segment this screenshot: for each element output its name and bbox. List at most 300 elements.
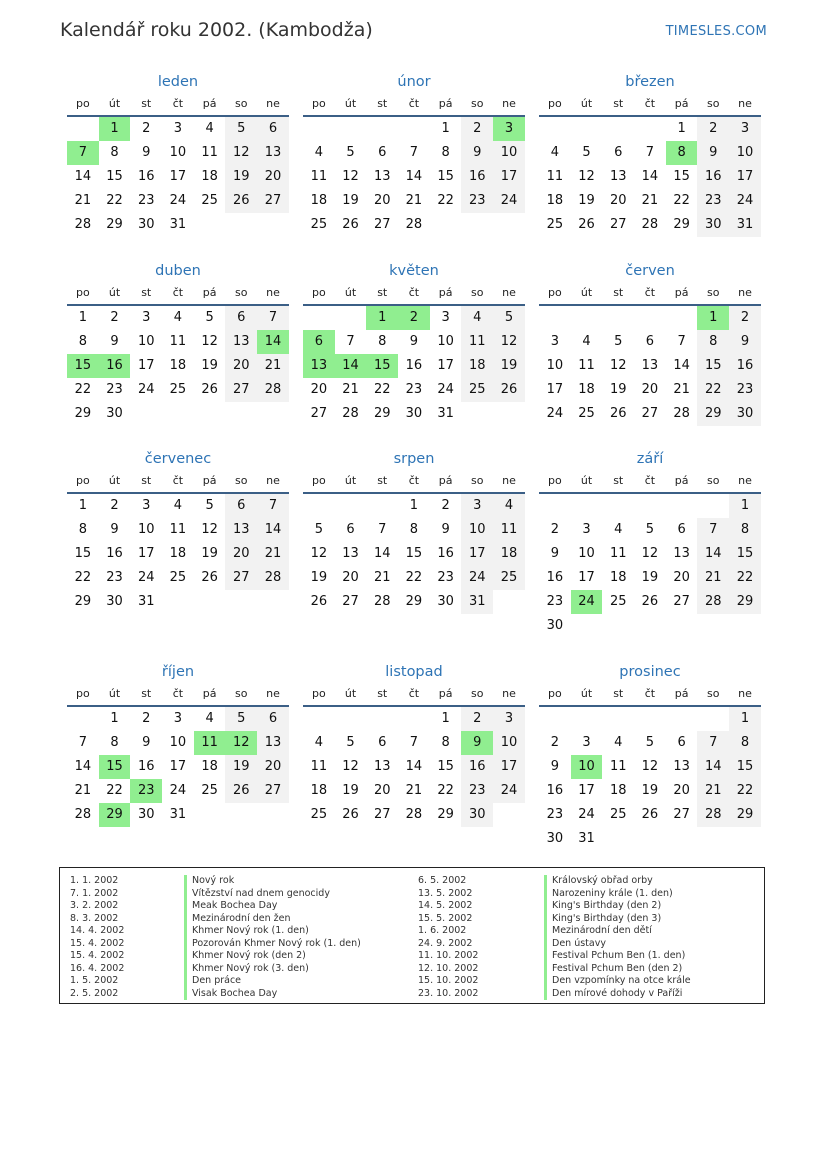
day-cell[interactable]: 8: [409, 522, 419, 537]
day-cell[interactable]: 11: [201, 145, 218, 160]
day-cell[interactable]: 19: [310, 570, 328, 585]
day-cell[interactable]: 19: [225, 165, 257, 189]
day-cell[interactable]: 23: [137, 193, 155, 208]
day-cell[interactable]: 27: [673, 594, 690, 609]
day-cell[interactable]: 4: [205, 121, 214, 136]
day-cell[interactable]: 1: [441, 711, 450, 726]
day-cell[interactable]: 5: [225, 707, 257, 731]
day-cell[interactable]: 5: [314, 522, 323, 537]
day-cell[interactable]: 24: [169, 783, 187, 798]
day-cell[interactable]: 24: [578, 807, 595, 822]
day-cell[interactable]: 5: [225, 117, 257, 141]
day-cell[interactable]: 3: [582, 735, 591, 750]
day-cell[interactable]: 15: [673, 169, 690, 184]
day-cell[interactable]: 2: [550, 735, 559, 750]
day-cell[interactable]: 16: [437, 546, 454, 561]
day-cell[interactable]: 25: [461, 378, 493, 402]
day-cell[interactable]: 24: [137, 570, 155, 585]
day-cell[interactable]: 28: [373, 594, 391, 609]
day-cell[interactable]: 26: [225, 189, 257, 213]
day-cell[interactable]: 29: [373, 406, 391, 421]
day-cell[interactable]: 28: [74, 217, 92, 232]
day-cell[interactable]: 8: [441, 145, 450, 160]
day-cell[interactable]: 14: [405, 759, 423, 774]
day-cell[interactable]: 19: [201, 358, 218, 373]
day-cell[interactable]: 3: [582, 522, 591, 537]
day-cell[interactable]: 10: [493, 141, 525, 165]
day-cell[interactable]: 13: [225, 518, 257, 542]
day-cell[interactable]: 12: [225, 731, 257, 755]
day-cell[interactable]: 11: [493, 518, 525, 542]
day-cell[interactable]: 28: [342, 406, 359, 421]
day-cell[interactable]: 25: [310, 807, 328, 822]
day-cell[interactable]: 31: [169, 217, 187, 232]
day-cell[interactable]: 10: [546, 358, 564, 373]
day-cell[interactable]: 1: [110, 711, 119, 726]
day-cell[interactable]: 3: [461, 494, 493, 518]
day-cell[interactable]: 15: [366, 354, 398, 378]
day-cell[interactable]: 14: [335, 354, 367, 378]
day-cell[interactable]: 5: [346, 735, 355, 750]
day-cell[interactable]: 15: [729, 755, 761, 779]
day-cell[interactable]: 30: [729, 402, 761, 426]
day-cell[interactable]: 17: [493, 755, 525, 779]
day-cell[interactable]: 16: [405, 358, 423, 373]
day-cell[interactable]: 14: [673, 358, 690, 373]
day-cell[interactable]: 26: [641, 594, 659, 609]
day-cell[interactable]: 3: [142, 310, 151, 325]
day-cell[interactable]: 18: [201, 759, 218, 774]
day-cell[interactable]: 19: [342, 783, 359, 798]
day-cell[interactable]: 8: [110, 735, 119, 750]
day-cell[interactable]: 4: [173, 310, 183, 325]
day-cell[interactable]: 8: [729, 731, 761, 755]
day-cell[interactable]: 17: [578, 783, 595, 798]
day-cell[interactable]: 1: [441, 121, 450, 136]
site-link[interactable]: TIMESLES.COM: [665, 24, 767, 39]
day-cell[interactable]: 17: [137, 358, 155, 373]
day-cell[interactable]: 4: [614, 735, 623, 750]
day-cell[interactable]: 11: [194, 731, 226, 755]
day-cell[interactable]: 16: [461, 165, 493, 189]
day-cell[interactable]: 4: [614, 522, 623, 537]
day-cell[interactable]: 16: [99, 354, 131, 378]
day-cell[interactable]: 7: [346, 334, 355, 349]
day-cell[interactable]: 1: [99, 117, 131, 141]
day-cell[interactable]: 10: [437, 334, 454, 349]
day-cell[interactable]: 1: [729, 494, 761, 518]
day-cell[interactable]: 6: [303, 330, 335, 354]
day-cell[interactable]: 5: [614, 334, 623, 349]
day-cell[interactable]: 12: [310, 546, 328, 561]
day-cell[interactable]: 2: [697, 117, 729, 141]
day-cell[interactable]: 15: [99, 755, 131, 779]
day-cell[interactable]: 8: [697, 330, 729, 354]
day-cell[interactable]: 27: [609, 217, 627, 232]
day-cell[interactable]: 6: [378, 735, 387, 750]
day-cell[interactable]: 17: [137, 546, 155, 561]
day-cell[interactable]: 28: [257, 378, 289, 402]
day-cell[interactable]: 21: [405, 783, 423, 798]
day-cell[interactable]: 26: [201, 570, 218, 585]
day-cell[interactable]: 8: [78, 334, 87, 349]
day-cell[interactable]: 24: [729, 189, 761, 213]
day-cell[interactable]: 8: [729, 518, 761, 542]
day-cell[interactable]: 26: [342, 217, 359, 232]
day-cell[interactable]: 25: [493, 566, 525, 590]
day-cell[interactable]: 9: [461, 141, 493, 165]
day-cell[interactable]: 27: [373, 807, 391, 822]
day-cell[interactable]: 5: [346, 145, 355, 160]
day-cell[interactable]: 13: [303, 354, 335, 378]
day-cell[interactable]: 16: [729, 354, 761, 378]
day-cell[interactable]: 28: [405, 807, 423, 822]
day-cell[interactable]: 12: [225, 141, 257, 165]
day-cell[interactable]: 2: [441, 498, 450, 513]
day-cell[interactable]: 29: [405, 594, 423, 609]
day-cell[interactable]: 12: [493, 330, 525, 354]
day-cell[interactable]: 6: [677, 522, 686, 537]
day-cell[interactable]: 12: [641, 759, 659, 774]
day-cell[interactable]: 4: [205, 711, 214, 726]
day-cell[interactable]: 13: [673, 759, 690, 774]
day-cell[interactable]: 22: [74, 382, 92, 397]
day-cell[interactable]: 28: [74, 807, 92, 822]
day-cell[interactable]: 27: [673, 807, 690, 822]
day-cell[interactable]: 12: [578, 169, 595, 184]
day-cell[interactable]: 19: [609, 382, 627, 397]
day-cell[interactable]: 23: [106, 382, 123, 397]
day-cell[interactable]: 2: [729, 306, 761, 330]
day-cell[interactable]: 10: [571, 755, 603, 779]
day-cell[interactable]: 13: [373, 759, 391, 774]
day-cell[interactable]: 26: [225, 779, 257, 803]
day-cell[interactable]: 15: [74, 546, 92, 561]
day-cell[interactable]: 4: [582, 334, 591, 349]
day-cell[interactable]: 7: [78, 735, 87, 750]
day-cell[interactable]: 30: [461, 803, 493, 827]
day-cell[interactable]: 22: [437, 193, 454, 208]
day-cell[interactable]: 24: [461, 566, 493, 590]
day-cell[interactable]: 11: [609, 546, 627, 561]
day-cell[interactable]: 6: [257, 117, 289, 141]
day-cell[interactable]: 23: [697, 189, 729, 213]
day-cell[interactable]: 16: [137, 169, 155, 184]
day-cell[interactable]: 23: [130, 779, 162, 803]
day-cell[interactable]: 10: [493, 731, 525, 755]
day-cell[interactable]: 26: [578, 217, 595, 232]
day-cell[interactable]: 23: [437, 570, 454, 585]
day-cell[interactable]: 29: [437, 807, 454, 822]
day-cell[interactable]: 1: [409, 498, 419, 513]
day-cell[interactable]: 25: [201, 783, 218, 798]
day-cell[interactable]: 4: [173, 498, 183, 513]
day-cell[interactable]: 5: [645, 522, 655, 537]
day-cell[interactable]: 21: [405, 193, 423, 208]
day-cell[interactable]: 17: [437, 358, 454, 373]
day-cell[interactable]: 2: [461, 117, 493, 141]
day-cell[interactable]: 19: [342, 193, 359, 208]
day-cell[interactable]: 23: [546, 594, 564, 609]
day-cell[interactable]: 24: [169, 193, 187, 208]
day-cell[interactable]: 20: [673, 570, 690, 585]
day-cell[interactable]: 3: [142, 498, 151, 513]
day-cell[interactable]: 20: [225, 542, 257, 566]
day-cell[interactable]: 18: [493, 542, 525, 566]
day-cell[interactable]: 31: [137, 594, 155, 609]
day-cell[interactable]: 17: [729, 165, 761, 189]
day-cell[interactable]: 27: [225, 566, 257, 590]
day-cell[interactable]: 12: [201, 334, 218, 349]
day-cell[interactable]: 25: [546, 217, 564, 232]
day-cell[interactable]: 12: [609, 358, 627, 373]
day-cell[interactable]: 11: [310, 759, 328, 774]
day-cell[interactable]: 10: [578, 546, 595, 561]
day-cell[interactable]: 19: [641, 570, 659, 585]
day-cell[interactable]: 3: [729, 117, 761, 141]
day-cell[interactable]: 8: [441, 735, 450, 750]
day-cell[interactable]: 12: [641, 546, 659, 561]
day-cell[interactable]: 4: [314, 145, 323, 160]
day-cell[interactable]: 10: [137, 522, 155, 537]
day-cell[interactable]: 31: [578, 831, 595, 846]
day-cell[interactable]: 21: [257, 354, 289, 378]
day-cell[interactable]: 11: [169, 334, 187, 349]
day-cell[interactable]: 6: [614, 145, 623, 160]
day-cell[interactable]: 19: [201, 546, 218, 561]
day-cell[interactable]: 17: [578, 570, 595, 585]
day-cell[interactable]: 9: [729, 330, 761, 354]
day-cell[interactable]: 30: [697, 213, 729, 237]
day-cell[interactable]: 22: [74, 570, 92, 585]
day-cell[interactable]: 20: [257, 755, 289, 779]
day-cell[interactable]: 13: [257, 141, 289, 165]
day-cell[interactable]: 22: [106, 783, 123, 798]
day-cell[interactable]: 6: [257, 707, 289, 731]
day-cell[interactable]: 14: [257, 330, 289, 354]
day-cell[interactable]: 26: [641, 807, 659, 822]
day-cell[interactable]: 30: [106, 406, 123, 421]
day-cell[interactable]: 3: [493, 707, 525, 731]
day-cell[interactable]: 13: [257, 731, 289, 755]
day-cell[interactable]: 7: [67, 141, 99, 165]
day-cell[interactable]: 28: [697, 590, 729, 614]
day-cell[interactable]: 27: [373, 217, 391, 232]
day-cell[interactable]: 12: [342, 169, 359, 184]
day-cell[interactable]: 22: [437, 783, 454, 798]
day-cell[interactable]: 9: [110, 522, 119, 537]
day-cell[interactable]: 8: [110, 145, 119, 160]
day-cell[interactable]: 28: [697, 803, 729, 827]
day-cell[interactable]: 19: [493, 354, 525, 378]
day-cell[interactable]: 28: [641, 217, 659, 232]
day-cell[interactable]: 17: [169, 759, 187, 774]
day-cell[interactable]: 18: [578, 382, 595, 397]
day-cell[interactable]: 1: [697, 306, 729, 330]
day-cell[interactable]: 8: [666, 141, 698, 165]
day-cell[interactable]: 16: [546, 783, 564, 798]
day-cell[interactable]: 24: [137, 382, 155, 397]
day-cell[interactable]: 25: [609, 807, 627, 822]
day-cell[interactable]: 3: [550, 334, 559, 349]
day-cell[interactable]: 26: [310, 594, 328, 609]
day-cell[interactable]: 6: [346, 522, 355, 537]
day-cell[interactable]: 15: [729, 542, 761, 566]
day-cell[interactable]: 1: [677, 121, 686, 136]
day-cell[interactable]: 1: [78, 498, 87, 513]
day-cell[interactable]: 18: [169, 358, 187, 373]
day-cell[interactable]: 18: [310, 783, 328, 798]
day-cell[interactable]: 7: [409, 735, 419, 750]
day-cell[interactable]: 21: [641, 193, 659, 208]
day-cell[interactable]: 6: [225, 306, 257, 330]
day-cell[interactable]: 19: [578, 193, 595, 208]
day-cell[interactable]: 14: [697, 755, 729, 779]
day-cell[interactable]: 6: [645, 334, 655, 349]
day-cell[interactable]: 18: [201, 169, 218, 184]
day-cell[interactable]: 18: [461, 354, 493, 378]
day-cell[interactable]: 2: [142, 121, 151, 136]
day-cell[interactable]: 17: [461, 542, 493, 566]
day-cell[interactable]: 19: [225, 755, 257, 779]
day-cell[interactable]: 9: [142, 735, 151, 750]
day-cell[interactable]: 31: [461, 590, 493, 614]
day-cell[interactable]: 20: [673, 783, 690, 798]
day-cell[interactable]: 28: [673, 406, 690, 421]
day-cell[interactable]: 20: [342, 570, 359, 585]
day-cell[interactable]: 21: [673, 382, 690, 397]
day-cell[interactable]: 15: [67, 354, 99, 378]
day-cell[interactable]: 28: [405, 217, 423, 232]
day-cell[interactable]: 27: [225, 378, 257, 402]
day-cell[interactable]: 21: [342, 382, 359, 397]
day-cell[interactable]: 2: [550, 522, 559, 537]
day-cell[interactable]: 31: [437, 406, 454, 421]
day-cell[interactable]: 29: [99, 803, 131, 827]
day-cell[interactable]: 22: [729, 566, 761, 590]
day-cell[interactable]: 12: [201, 522, 218, 537]
day-cell[interactable]: 14: [373, 546, 391, 561]
day-cell[interactable]: 4: [550, 145, 559, 160]
day-cell[interactable]: 2: [110, 310, 119, 325]
day-cell[interactable]: 25: [201, 193, 218, 208]
day-cell[interactable]: 23: [546, 807, 564, 822]
day-cell[interactable]: 18: [609, 570, 627, 585]
day-cell[interactable]: 8: [78, 522, 87, 537]
day-cell[interactable]: 11: [461, 330, 493, 354]
day-cell[interactable]: 15: [405, 546, 423, 561]
day-cell[interactable]: 7: [257, 494, 289, 518]
day-cell[interactable]: 20: [257, 165, 289, 189]
day-cell[interactable]: 3: [493, 117, 525, 141]
day-cell[interactable]: 22: [373, 382, 391, 397]
day-cell[interactable]: 5: [493, 306, 525, 330]
day-cell[interactable]: 24: [546, 406, 564, 421]
day-cell[interactable]: 1: [729, 707, 761, 731]
day-cell[interactable]: 25: [169, 382, 187, 397]
day-cell[interactable]: 18: [609, 783, 627, 798]
day-cell[interactable]: 3: [173, 711, 183, 726]
day-cell[interactable]: 21: [697, 779, 729, 803]
day-cell[interactable]: 1: [78, 310, 87, 325]
day-cell[interactable]: 12: [342, 759, 359, 774]
day-cell[interactable]: 31: [729, 213, 761, 237]
day-cell[interactable]: 13: [609, 169, 627, 184]
day-cell[interactable]: 9: [441, 522, 450, 537]
day-cell[interactable]: 30: [437, 594, 454, 609]
day-cell[interactable]: 9: [550, 759, 559, 774]
day-cell[interactable]: 14: [641, 169, 659, 184]
day-cell[interactable]: 27: [257, 189, 289, 213]
day-cell[interactable]: 22: [673, 193, 690, 208]
day-cell[interactable]: 11: [578, 358, 595, 373]
day-cell[interactable]: 23: [461, 779, 493, 803]
day-cell[interactable]: 7: [677, 334, 686, 349]
day-cell[interactable]: 26: [201, 382, 218, 397]
day-cell[interactable]: 7: [257, 306, 289, 330]
day-cell[interactable]: 18: [310, 193, 328, 208]
day-cell[interactable]: 5: [582, 145, 591, 160]
day-cell[interactable]: 4: [314, 735, 323, 750]
day-cell[interactable]: 20: [225, 354, 257, 378]
day-cell[interactable]: 20: [641, 382, 659, 397]
day-cell[interactable]: 18: [169, 546, 187, 561]
day-cell[interactable]: 27: [257, 779, 289, 803]
day-cell[interactable]: 7: [409, 145, 419, 160]
day-cell[interactable]: 14: [74, 169, 92, 184]
day-cell[interactable]: 11: [310, 169, 328, 184]
day-cell[interactable]: 7: [697, 518, 729, 542]
day-cell[interactable]: 15: [437, 169, 454, 184]
day-cell[interactable]: 25: [609, 594, 627, 609]
day-cell[interactable]: 17: [546, 382, 564, 397]
day-cell[interactable]: 22: [405, 570, 423, 585]
day-cell[interactable]: 30: [405, 406, 423, 421]
day-cell[interactable]: 14: [697, 542, 729, 566]
day-cell[interactable]: 3: [441, 310, 450, 325]
day-cell[interactable]: 29: [74, 594, 92, 609]
day-cell[interactable]: 25: [310, 217, 328, 232]
day-cell[interactable]: 29: [106, 217, 123, 232]
day-cell[interactable]: 8: [378, 334, 387, 349]
day-cell[interactable]: 26: [342, 807, 359, 822]
day-cell[interactable]: 17: [169, 169, 187, 184]
day-cell[interactable]: 15: [106, 169, 123, 184]
day-cell[interactable]: 24: [571, 590, 603, 614]
day-cell[interactable]: 4: [461, 306, 493, 330]
day-cell[interactable]: 13: [673, 546, 690, 561]
day-cell[interactable]: 16: [137, 759, 155, 774]
day-cell[interactable]: 7: [378, 522, 387, 537]
day-cell[interactable]: 14: [257, 518, 289, 542]
day-cell[interactable]: 18: [546, 193, 564, 208]
day-cell[interactable]: 15: [437, 759, 454, 774]
day-cell[interactable]: 29: [729, 590, 761, 614]
day-cell[interactable]: 23: [106, 570, 123, 585]
day-cell[interactable]: 20: [310, 382, 328, 397]
day-cell[interactable]: 20: [373, 193, 391, 208]
day-cell[interactable]: 10: [169, 145, 187, 160]
day-cell[interactable]: 16: [461, 755, 493, 779]
day-cell[interactable]: 6: [378, 145, 387, 160]
day-cell[interactable]: 5: [205, 498, 214, 513]
day-cell[interactable]: 20: [609, 193, 627, 208]
day-cell[interactable]: 11: [609, 759, 627, 774]
day-cell[interactable]: 29: [697, 402, 729, 426]
day-cell[interactable]: 2: [398, 306, 430, 330]
day-cell[interactable]: 21: [697, 566, 729, 590]
day-cell[interactable]: 24: [437, 382, 454, 397]
